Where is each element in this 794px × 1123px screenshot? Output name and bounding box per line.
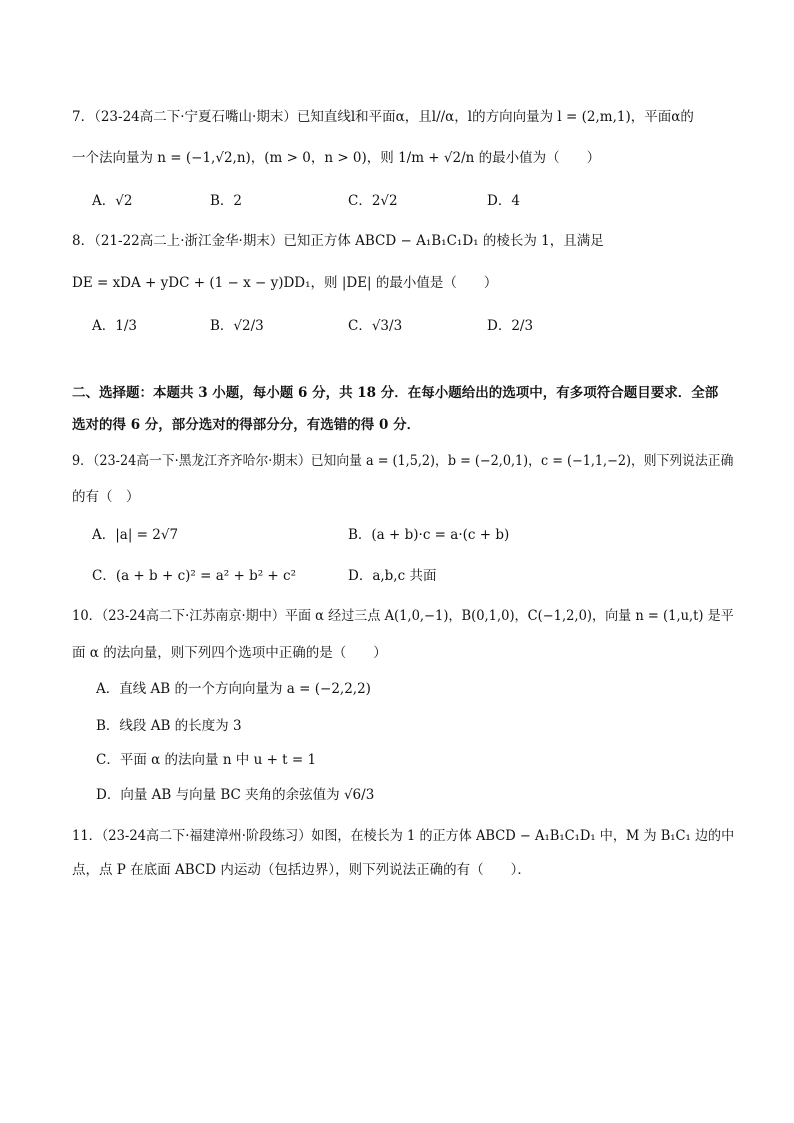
- q8-option-c: C．√3/3: [348, 318, 403, 334]
- q7-option-d: D．4: [487, 193, 520, 209]
- q10-option-a: A．直线 AB 的一个方向向量为 a = (−2,2,2): [96, 681, 371, 697]
- q8-option-d: D．2/3: [487, 318, 534, 334]
- q10-option-c: C．平面 α 的法向量 n 中 u + t = 1: [96, 752, 317, 768]
- q7-line1: 7．（23-24高二下·宁夏石嘴山·期末）已知直线l和平面α，且l//α，l的方向向量为 l = (2,m,1)，平面α的: [72, 109, 694, 125]
- q7-line2: 一个法向量为 n = (−1,√2,n)，(m > 0，n > 0)，则 1/m + √2/n 的最小值为（ ）: [72, 150, 601, 166]
- q11-line1: 11．（23-24高二下·福建漳州·阶段练习）如图，在棱长为 1 的正方体 ABCD − A₁B₁C₁D₁ 中，M 为 B₁C₁ 边的中: [72, 828, 735, 844]
- q7-option-c: C．2√2: [348, 193, 398, 209]
- q7-option-a: A．√2: [92, 193, 133, 209]
- q10-option-d: D．向量 AB 与向量 BC 夹角的余弦值为 √6/3: [96, 787, 375, 803]
- q9-line2: 的有（ ）: [72, 489, 140, 505]
- q8-option-b: B．√2/3: [210, 318, 264, 334]
- q9-option-a: A．|a| = 2√7: [92, 527, 179, 543]
- q8-line2: DE = xDA + yDC + (1 − x − y)DD₁，则 |DE| 的最小值是（ ）: [72, 275, 498, 291]
- q9-line1: 9．（23-24高一下·黑龙江齐齐哈尔·期末）已知向量 a = (1,5,2)，b = (−2,0,1)，c = (−1,1,−2)，则下列说法正确: [72, 453, 734, 469]
- q8-line1: 8．（21-22高二上·浙江金华·期末）已知正方体 ABCD − A₁B₁C₁D₁ 的棱长为 1，且满足: [72, 233, 604, 249]
- section2-heading-line2: 选对的得 6 分，部分选对的得部分分，有选错的得 0 分．: [72, 417, 421, 433]
- q11-line2: 点，点 P 在底面 ABCD 内运动（包括边界），则下列说法正确的有（ ）．: [72, 862, 531, 878]
- section2-heading-line1: 二、选择题：本题共 3 小题，每小题 6 分，共 18 分．在每小题给出的选项中，有多项符合题目要求．全部: [72, 385, 719, 401]
- q10-line1: 10．（23-24高二下·江苏南京·期中）平面 α 经过三点 A(1,0,−1)，B(0,1,0)，C(−1,2,0)，向量 n = (1,u,t) 是平: [72, 608, 734, 624]
- q8-option-a: A．1/3: [92, 318, 137, 334]
- q10-line2: 面 α 的法向量，则下列四个选项中正确的是（ ）: [72, 645, 387, 661]
- q9-option-b: B．(a + b)·c = a·(c + b): [348, 527, 510, 543]
- q9-option-c: C．(a + b + c)² = a² + b² + c²: [92, 568, 296, 584]
- q10-option-b: B．线段 AB 的长度为 3: [96, 718, 242, 734]
- q7-option-b: B．2: [210, 193, 243, 209]
- q9-option-d: D．a,b,c 共面: [348, 568, 437, 584]
